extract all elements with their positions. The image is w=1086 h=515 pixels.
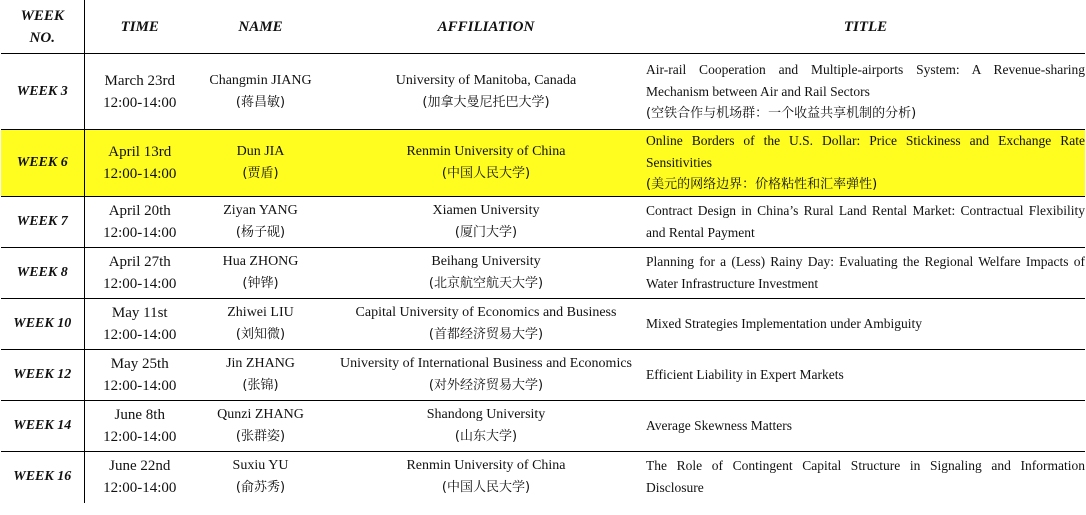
affiliation-name: Renmin University of China <box>406 458 566 474</box>
session-date: June 8th <box>114 407 165 423</box>
talk-title: Contract Design in China’s Rural Land Rental Market: Contractual Flexibility and Rental Payment <box>646 203 1085 240</box>
talk-title: Average Skewness Matters <box>646 418 792 433</box>
affiliation-name-chinese: (厦门大学) <box>454 225 518 240</box>
affiliation-name: Beihang University <box>431 254 541 269</box>
header-affiliation: AFFILIATION <box>326 0 646 54</box>
speaker-name-chinese: (贾盾) <box>242 166 279 181</box>
speaker-name: Changmin JIANG <box>209 72 312 88</box>
table-row <box>1 54 1085 130</box>
speaker-name-chinese: (刘知微) <box>235 327 286 342</box>
session-date: May 25th <box>110 356 169 372</box>
title-cell <box>646 197 1085 248</box>
affiliation-name-chinese: (中国人民大学) <box>441 166 531 181</box>
week-number: WEEK 16 <box>13 469 72 485</box>
table-row <box>1 401 1085 452</box>
session-date: June 22nd <box>109 458 171 475</box>
table-row <box>1 452 1085 503</box>
affiliation-name: University of Manitoba, Canada <box>395 72 577 88</box>
time-cell <box>84 130 195 197</box>
session-hours: 12:00-14:00 <box>103 378 177 394</box>
seminar-schedule-table <box>1 0 1085 503</box>
title-cell <box>646 350 1085 401</box>
header-title: TITLE <box>646 0 1085 54</box>
affiliation-cell <box>326 248 646 299</box>
week-cell <box>1 197 84 248</box>
affiliation-name: Renmin University of China <box>406 144 566 159</box>
session-date: April 20th <box>108 203 171 219</box>
week-number: WEEK 10 <box>13 316 72 331</box>
week-cell <box>1 350 84 401</box>
week-number: WEEK 7 <box>16 214 68 229</box>
time-cell <box>84 401 195 452</box>
week-number: WEEK 6 <box>16 155 68 170</box>
time-cell <box>84 197 195 248</box>
session-hours: 12:00-14:00 <box>103 276 177 292</box>
speaker-name: Hua ZHONG <box>222 254 299 269</box>
affiliation-name: Capital University of Economics and Business <box>355 305 617 320</box>
speaker-name-chinese: (蒋昌敏) <box>235 94 286 110</box>
speaker-name-chinese: (张锦) <box>242 378 279 393</box>
header-time: TIME <box>84 0 195 54</box>
name-cell <box>195 54 326 130</box>
title-cell <box>646 248 1085 299</box>
session-hours: 12:00-14:00 <box>103 166 177 182</box>
session-date: April 13rd <box>108 144 172 160</box>
time-cell <box>84 248 195 299</box>
name-cell <box>195 248 326 299</box>
name-cell <box>195 401 326 452</box>
affiliation-name-chinese: (山东大学) <box>454 429 518 444</box>
talk-title: Efficient Liability in Expert Markets <box>646 367 844 382</box>
time-cell <box>84 452 195 503</box>
header-week <box>1 0 84 54</box>
name-cell <box>195 452 326 503</box>
speaker-name-chinese: (俞苏秀) <box>235 480 286 496</box>
speaker-name: Ziyan YANG <box>223 203 298 218</box>
affiliation-name-chinese: (北京航空航天大学) <box>428 276 544 291</box>
time-cell <box>84 54 195 130</box>
affiliation-cell <box>326 54 646 130</box>
week-cell <box>1 401 84 452</box>
week-cell <box>1 130 84 197</box>
week-number: WEEK 12 <box>13 367 72 382</box>
affiliation-name: Shandong University <box>426 407 546 422</box>
week-cell <box>1 248 84 299</box>
affiliation-name: Xiamen University <box>432 203 540 218</box>
session-date: March 23rd <box>104 72 175 89</box>
header-name: NAME <box>195 0 326 54</box>
time-cell <box>84 299 195 350</box>
title-cell <box>646 452 1085 503</box>
week-number: WEEK 8 <box>16 265 68 280</box>
talk-title: The Role of Contingent Capital Structure in Signaling and Information Disclosure <box>646 458 1085 496</box>
speaker-name: Dun JIA <box>236 144 285 159</box>
week-cell <box>1 54 84 130</box>
header-row <box>1 0 1085 54</box>
week-number: WEEK 14 <box>13 418 72 433</box>
table-row <box>1 197 1085 248</box>
week-number: WEEK 3 <box>16 83 68 99</box>
affiliation-name-chinese: (加拿大曼尼托巴大学) <box>422 94 550 110</box>
name-cell <box>195 299 326 350</box>
session-hours: 12:00-14:00 <box>103 480 177 497</box>
talk-title: Air-rail Cooperation and Multiple-airports System: A Revenue-sharing Mechanism between Air and Rail Sectors <box>646 61 1085 99</box>
affiliation-cell <box>326 197 646 248</box>
affiliation-name-chinese: (首都经济贸易大学) <box>428 327 544 342</box>
affiliation-name-chinese: (对外经济贸易大学) <box>428 378 544 393</box>
speaker-name-chinese: (钟铧) <box>242 276 279 291</box>
name-cell <box>195 197 326 248</box>
session-hours: 12:00-14:00 <box>103 225 177 241</box>
session-hours: 12:00-14:00 <box>103 429 177 445</box>
title-cell <box>646 130 1085 197</box>
affiliation-name: University of International Business and Economics <box>340 356 632 371</box>
header-week-line2: NO. <box>29 29 55 46</box>
speaker-name-chinese: (杨子砚) <box>235 225 286 240</box>
name-cell <box>195 130 326 197</box>
talk-title: Planning for a (Less) Rainy Day: Evaluating the Regional Welfare Impacts of Water Infrastructure Investment <box>646 254 1085 291</box>
talk-title: Mixed Strategies Implementation under Ambiguity <box>646 316 922 331</box>
table-row <box>1 130 1085 197</box>
talk-title-chinese: (美元的网络边界：价格粘性和汇率弹性) <box>646 177 878 192</box>
table-row <box>1 350 1085 401</box>
session-hours: 12:00-14:00 <box>103 327 177 343</box>
affiliation-cell <box>326 299 646 350</box>
week-cell <box>1 452 84 503</box>
speaker-name-chinese: (张群姿) <box>235 429 286 444</box>
title-cell <box>646 54 1085 130</box>
affiliation-cell <box>326 401 646 452</box>
talk-title-chinese: (空铁合作与机场群：一个收益共享机制的分析) <box>646 105 917 121</box>
name-cell <box>195 350 326 401</box>
session-date: April 27th <box>108 254 171 270</box>
talk-title: Online Borders of the U.S. Dollar: Price Stickiness and Exchange Rate Sensitivities <box>646 133 1085 170</box>
affiliation-cell <box>326 350 646 401</box>
session-date: May 11st <box>111 305 168 321</box>
header-week-line1: WEEK <box>20 7 64 24</box>
title-cell <box>646 401 1085 452</box>
time-cell <box>84 350 195 401</box>
speaker-name: Qunzi ZHANG <box>217 407 304 422</box>
title-cell <box>646 299 1085 350</box>
speaker-name: Zhiwei LIU <box>227 305 294 320</box>
table-row <box>1 299 1085 350</box>
week-cell <box>1 299 84 350</box>
affiliation-cell <box>326 130 646 197</box>
table-row <box>1 248 1085 299</box>
speaker-name: Suxiu YU <box>232 458 289 474</box>
affiliation-name-chinese: (中国人民大学) <box>441 480 531 496</box>
affiliation-cell <box>326 452 646 503</box>
session-hours: 12:00-14:00 <box>103 94 177 111</box>
speaker-name: Jin ZHANG <box>226 356 295 371</box>
